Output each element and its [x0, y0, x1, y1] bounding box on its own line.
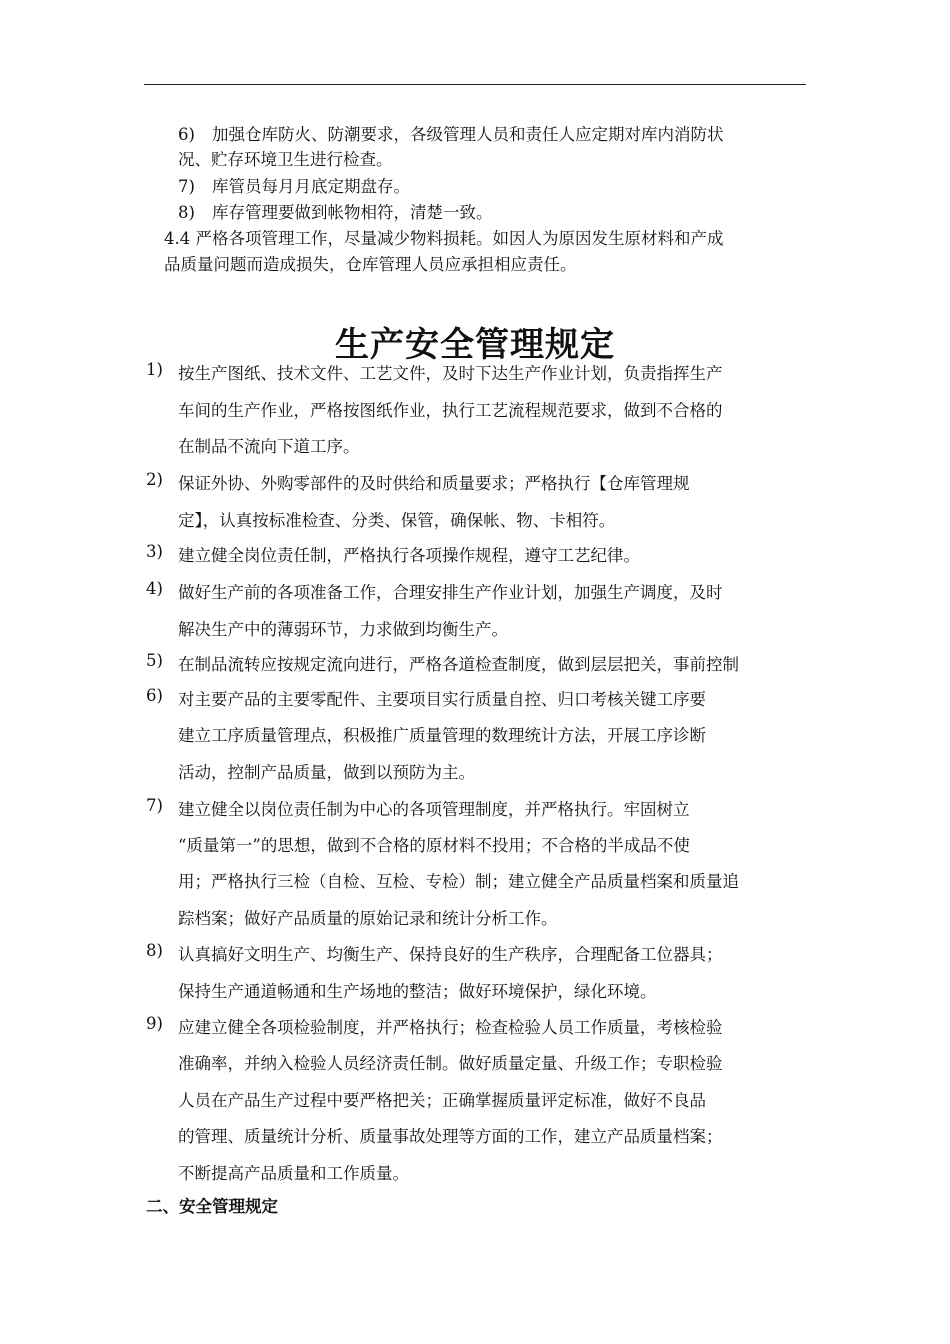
clause-4-4-line-2: 品质量问题而造成损失，仓库管理人员应承担相应责任。 — [164, 255, 577, 274]
list-item-number: 4) — [146, 579, 163, 598]
list-item-line: “质量第一”的思想，做到不合格的原材料不投用；不合格的半成品不使 — [178, 836, 690, 855]
list-item-line: 活动，控制产品质量，做到以预防为主。 — [178, 763, 475, 782]
list-item-number: 9) — [146, 1014, 163, 1033]
list-item-line: 建立工序质量管理点，积极推广质量管理的数理统计方法，开展工序诊断 — [178, 726, 706, 745]
clause-4-4-line-1: 4.4 严格各项管理工作，尽量减少物料损耗。如因人为原因发生原材料和产成 — [164, 229, 724, 248]
list-item-line: 建立健全以岗位责任制为中心的各项管理制度，并严格执行。牢固树立 — [178, 800, 690, 819]
list-item-number: 1) — [146, 360, 163, 379]
list-item-line: 用；严格执行三检（自检、互检、专检）制；建立健全产品质量档案和质量追 — [178, 872, 739, 891]
list-item-line: 的管理、质量统计分析、质量事故处理等方面的工作，建立产品质量档案； — [178, 1127, 723, 1146]
list-item-number: 3) — [146, 542, 163, 561]
list-item-line: 在制品不流向下道工序。 — [178, 437, 360, 456]
list-item-line: 定】，认真按标准检查、分类、保管，确保帐、物、卡相符。 — [178, 511, 616, 530]
list-item-line: 人员在产品生产过程中要严格把关；正确掌握质量评定标准，做好不良品 — [178, 1091, 706, 1110]
list-item-line: 准确率，并纳入检验人员经济责任制。做好质量定量、升级工作；专职检验 — [178, 1054, 723, 1073]
list-item-line: 保证外协、外购零部件的及时供给和质量要求；严格执行【仓库管理规 — [178, 474, 690, 493]
header-rule — [144, 84, 806, 85]
list-item-line: 对主要产品的主要零配件、主要项目实行质量自控、归口考核关键工序要 — [178, 690, 706, 709]
list-item-line: 按生产图纸、技术文件、工艺文件，及时下达生产作业计划，负责指挥生产 — [178, 364, 723, 383]
page-title: 生产安全管理规定 — [335, 325, 615, 365]
warehouse-item-6: 6) 加强仓库防火、防潮要求，各级管理人员和责任人应定期对库内消防状 — [178, 125, 724, 144]
list-item-line: 认真搞好文明生产、均衡生产、保持良好的生产秩序，合理配备工位器具； — [178, 945, 723, 964]
section-heading: 二、安全管理规定 — [146, 1197, 278, 1216]
warehouse-item-8: 8) 库存管理要做到帐物相符，清楚一致。 — [178, 203, 493, 222]
list-item-line: 做好生产前的各项准备工作，合理安排生产作业计划，加强生产调度，及时 — [178, 583, 723, 602]
warehouse-item-6-cont: 况、贮存环境卫生进行检查。 — [178, 150, 393, 169]
list-item-line: 解决生产中的薄弱环节，力求做到均衡生产。 — [178, 620, 508, 639]
list-item-line: 保持生产通道畅通和生产场地的整洁；做好环境保护，绿化环境。 — [178, 982, 657, 1001]
list-item-number: 7) — [146, 796, 163, 815]
warehouse-item-7: 7) 库管员每月月底定期盘存。 — [178, 177, 410, 196]
list-item-line: 踪档案；做好产品质量的原始记录和统计分析工作。 — [178, 909, 558, 928]
list-item-number: 5) — [146, 651, 163, 670]
list-item-line: 不断提高产品质量和工作质量。 — [178, 1164, 409, 1183]
list-item-line: 在制品流转应按规定流向进行，严格各道检查制度，做到层层把关，事前控制 — [178, 655, 739, 674]
list-item-line: 车间的生产作业，严格按图纸作业，执行工艺流程规范要求，做到不合格的 — [178, 401, 723, 420]
list-item-line: 建立健全岗位责任制，严格执行各项操作规程，遵守工艺纪律。 — [178, 546, 640, 565]
list-item-number: 2) — [146, 470, 163, 489]
list-item-number: 8) — [146, 941, 163, 960]
list-item-number: 6) — [146, 686, 163, 705]
list-item-line: 应建立健全各项检验制度，并严格执行；检查检验人员工作质量，考核检验 — [178, 1018, 723, 1037]
